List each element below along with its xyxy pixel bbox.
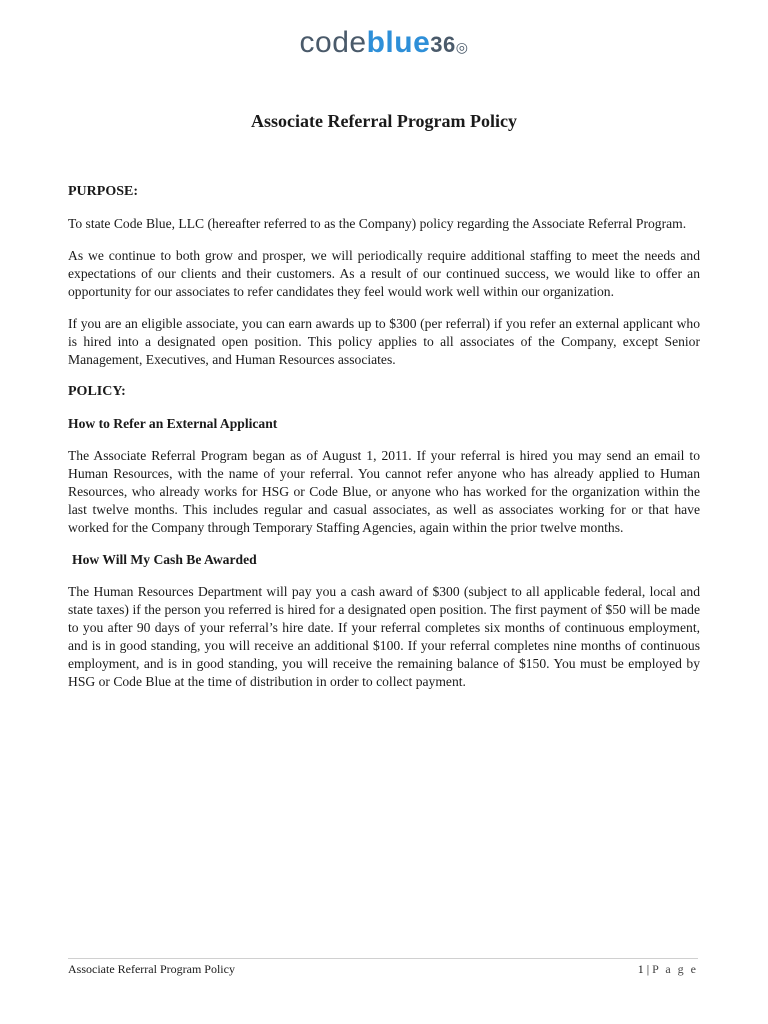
- policy-heading: POLICY:: [68, 384, 126, 399]
- footer-page-number: [638, 962, 698, 977]
- page-footer: [68, 958, 698, 977]
- purpose-paragraph-2: As we continue to both grow and prosper, we will periodically require additional staffing to meet the needs and expectations of our clients and their customers. As a result of our continued success, we would like to offer an opportunity for our associates to refer candidates they feel would work well within our organization.: [68, 248, 700, 299]
- purpose-heading: PURPOSE:: [68, 184, 138, 199]
- page-separator: |: [643, 962, 653, 976]
- logo-text-blue: blue: [366, 26, 431, 59]
- purpose-paragraph-1: To state Code Blue, LLC (hereafter referred to as the Company) policy regarding the Associate Referral Program.: [68, 216, 687, 231]
- logo-text-number: 36: [430, 32, 456, 57]
- refer-applicant-heading: How to Refer an External Applicant: [68, 416, 278, 431]
- document-title: Associate Referral Program Policy: [250, 111, 518, 131]
- refer-applicant-paragraph: The Associate Referral Program began as of August 1, 2011. If your referral is hired you may send an email to Human Resources, with the name of your referral. You cannot refer anyone who has already applied to Human Resources, who already works for HSG or Code Blue, or anyone who has worked for the organization within the last twelve months. This includes regular and casual associates, as well as associates working for or that have worked for the Company through Temporary Staffing Agencies, again within the prior twelve months.: [68, 448, 700, 535]
- company-logo: [0, 28, 768, 62]
- document-body: [68, 183, 700, 705]
- cash-award-heading: How Will My Cash Be Awarded: [72, 552, 257, 567]
- logo-text-code: code: [299, 26, 367, 59]
- cash-award-paragraph: The Human Resources Department will pay you a cash award of $300 (subject to all applicable federal, local and state taxes) if the person you referred is hired for a designated open position. The first payment of $50 will be made to you after 90 days of your referral’s hire date. If your referral completes six months of continuous employment, and is in good standing, you will receive an additional $100. If your referral completes nine months of continuous employment, and is in good standing, you will receive the remaining balance of $150. You must be employed by HSG or Code Blue at the time of distribution in order to collect payment.: [68, 584, 700, 689]
- page-label: P a g e: [652, 962, 698, 976]
- footer-document-name: Associate Referral Program Policy: [68, 962, 235, 976]
- purpose-paragraph-3: If you are an eligible associate, you can earn awards up to $300 (per referral) if you refer an external applicant who is hired into a designated open position. This policy applies to all associates of the Company, except Senior Management, Executives, and Human Resources associates.: [68, 316, 700, 367]
- logo-target-icon: ◎: [455, 39, 469, 55]
- page-number: 1: [637, 962, 644, 976]
